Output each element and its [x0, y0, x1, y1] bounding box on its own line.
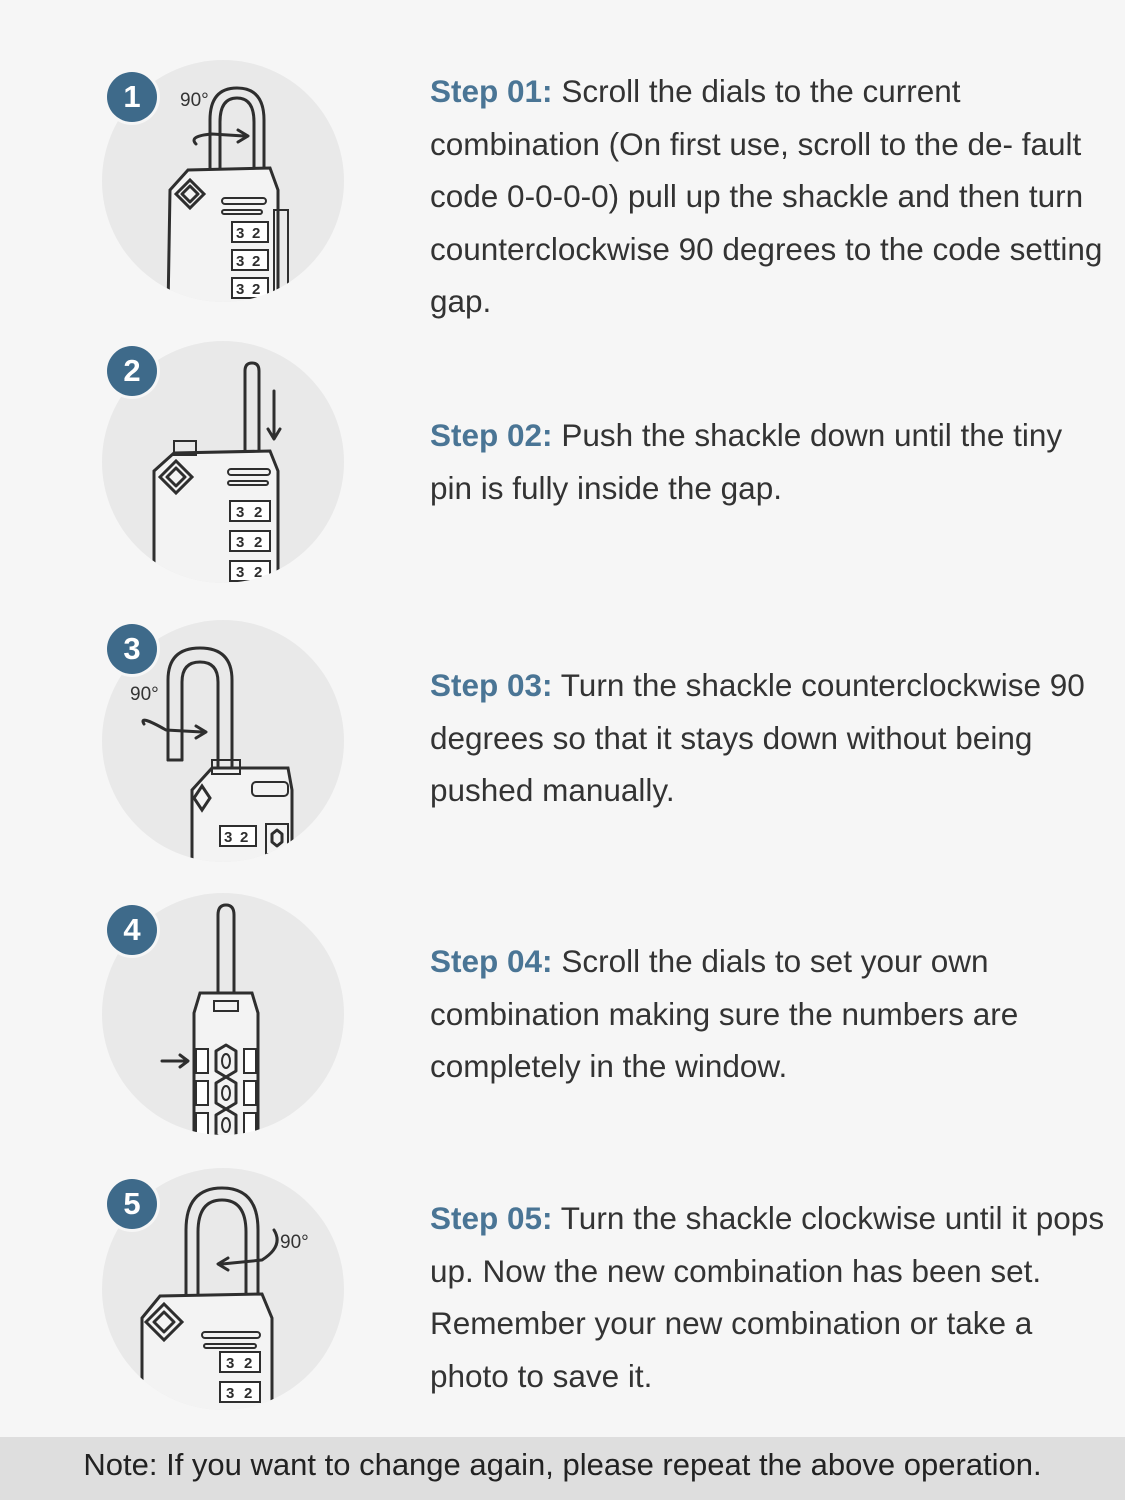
step-5-text: [430, 1192, 1110, 1402]
step-4-label: Step 04:: [430, 943, 553, 979]
step-4-text: [430, 935, 1110, 1093]
svg-text:3: 3: [236, 253, 245, 270]
step-5-badge: 5: [107, 1179, 157, 1229]
svg-text:2: 2: [244, 1355, 253, 1372]
svg-text:3: 3: [226, 1385, 235, 1402]
step-1-label: Step 01:: [430, 73, 553, 109]
step-2-badge: 2: [107, 346, 157, 396]
step-1-text: [430, 65, 1110, 328]
step-3-label: Step 03:: [430, 667, 553, 703]
svg-text:3: 3: [236, 564, 245, 581]
step-2-description: Push the shackle down until the tiny pin is fully inside the gap.: [430, 417, 1063, 506]
svg-text:2: 2: [244, 1385, 253, 1402]
step-3-badge: 3: [107, 624, 157, 674]
step-3-text: [430, 659, 1110, 817]
svg-text:3: 3: [236, 225, 245, 242]
step-4-description: Scroll the dials to set your own combination making sure the numbers are completely in the window.: [430, 943, 1019, 1084]
svg-text:2: 2: [254, 504, 263, 521]
step-5-angle: 90°: [280, 1232, 309, 1253]
svg-text:2: 2: [254, 564, 263, 581]
note-bar: [0, 1437, 1125, 1500]
svg-text:2: 2: [254, 534, 263, 551]
svg-text:2: 2: [252, 253, 261, 270]
step-4-badge: 4: [107, 905, 157, 955]
step-2-label: Step 02:: [430, 417, 553, 453]
note-text: Note: If you want to change again, please repeat the above operation.: [83, 1447, 1042, 1482]
step-3-description: Turn the shackle counterclockwise 90 degrees so that it stays down without being pushed manually.: [430, 667, 1085, 808]
step-5-description: Turn the shackle clockwise until it pops up. Now the new combination has been set. Remember your new combination or take a photo to save it.: [430, 1200, 1105, 1394]
svg-text:2: 2: [252, 225, 261, 242]
step-5-label: Step 05:: [430, 1200, 553, 1236]
step-1-description: Scroll the dials to the current combination (On first use, scroll to the de- fault code 0-0-0-0) pull up the shackle and then turn counterclockwise 90 degrees to the code setting gap.: [430, 73, 1103, 319]
step-2-text: [430, 409, 1110, 514]
step-3-angle: 90°: [130, 684, 159, 705]
step-1-angle: 90°: [180, 90, 209, 111]
svg-text:3: 3: [224, 829, 233, 846]
svg-text:3: 3: [236, 281, 245, 298]
svg-text:2: 2: [252, 281, 261, 298]
svg-text:3: 3: [236, 504, 245, 521]
svg-text:3: 3: [226, 1355, 235, 1372]
svg-text:2: 2: [240, 829, 249, 846]
svg-text:3: 3: [236, 534, 245, 551]
step-1-badge: 1: [107, 72, 157, 122]
